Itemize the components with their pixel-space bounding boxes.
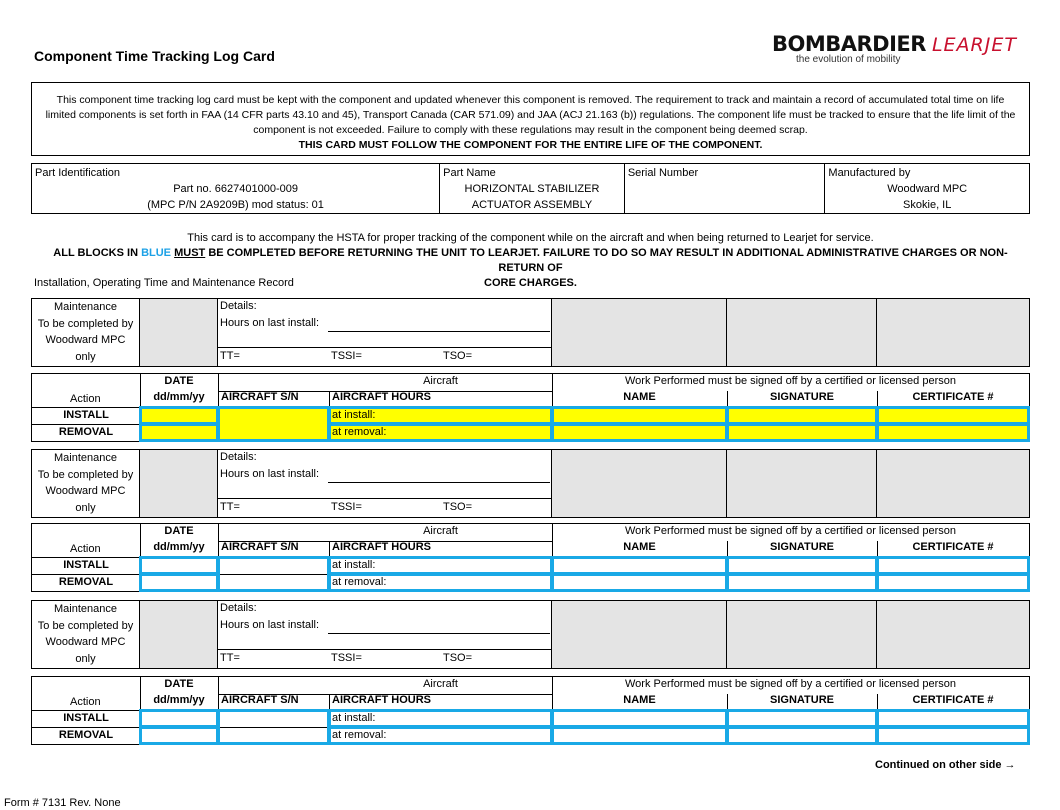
certificate-header: CERTIFICATE # xyxy=(912,694,994,706)
at-removal-label: at removal: xyxy=(332,729,387,741)
at-removal-label: at removal: xyxy=(332,576,387,588)
bombardier-learjet-logo xyxy=(772,32,1022,65)
instruction-text: ALL BLOCKS IN xyxy=(53,247,142,259)
aircraft-hours-header: AIRCRAFT HOURS xyxy=(332,391,431,403)
maintenance-label-line: To be completed by xyxy=(37,468,134,481)
brand-secondary: LEARJET xyxy=(931,34,1017,56)
maintenance-blank-cell xyxy=(727,601,877,668)
part-name-line: ACTUATOR ASSEMBLY xyxy=(471,199,593,211)
maintenance-label xyxy=(32,450,140,517)
certificate-header: CERTIFICATE # xyxy=(912,391,994,403)
maintenance-blank-cell xyxy=(552,450,727,517)
manufacturer-cell xyxy=(825,164,1029,213)
at-removal-label: at removal: xyxy=(332,426,387,438)
work-performed-header: Work Performed must be signed off by a certified or licensed person xyxy=(625,525,956,537)
aircraft-hours-header: AIRCRAFT HOURS xyxy=(332,541,431,553)
manufacturer-name: Woodward MPC xyxy=(887,183,968,195)
intro-warning: THIS CARD MUST FOLLOW THE COMPONENT FOR THE ENTIRE LIFE OF THE COMPONENT. xyxy=(298,139,763,151)
maintenance-label xyxy=(32,299,140,366)
divider xyxy=(329,391,330,407)
continued-note: Continued on other side → xyxy=(875,759,1016,771)
date-header: DATE xyxy=(164,525,194,537)
document-title: Component Time Tracking Log Card xyxy=(34,48,275,64)
removal-name-field[interactable] xyxy=(551,573,728,592)
manufacturer-label: Manufactured by xyxy=(828,167,911,179)
mpc-part-number: (MPC P/N 2A9209B) mod status: 01 xyxy=(147,199,324,211)
install-row-label: INSTALL xyxy=(63,559,109,571)
removal-date-field[interactable] xyxy=(139,423,219,442)
maintenance-blank-cell xyxy=(877,601,1029,668)
install-row-label: INSTALL xyxy=(63,409,109,421)
maintenance-block xyxy=(31,600,1030,669)
removal-certificate-field[interactable] xyxy=(876,573,1030,592)
maintenance-label-line: To be completed by xyxy=(37,317,134,330)
aircraft-sn-field[interactable] xyxy=(217,709,330,745)
maintenance-label-line: only xyxy=(75,652,96,665)
maintenance-label-line: Maintenance xyxy=(54,603,117,615)
install-row-label: INSTALL xyxy=(63,712,109,724)
maintenance-label-line: Maintenance xyxy=(54,452,117,464)
date-header: DATE xyxy=(164,678,194,690)
tssi-label: TSSI= xyxy=(331,501,362,513)
maintenance-block xyxy=(31,449,1030,518)
hours-entry-line xyxy=(328,633,550,634)
action-block xyxy=(31,523,1030,592)
maintenance-label xyxy=(32,601,140,668)
tt-label: TT= xyxy=(220,501,240,513)
details-label: Details: xyxy=(220,300,257,312)
action-header: Action xyxy=(70,696,101,708)
divider xyxy=(218,498,551,499)
hours-entry-line xyxy=(328,482,550,483)
divider xyxy=(218,649,551,650)
intro-line: component is not exceeded. Failure to comply with these regulations may result in the component being deemed scrap. xyxy=(253,124,808,136)
removal-row-label: REMOVAL xyxy=(58,576,114,588)
intro-line: limited components is set forth in FAA (14 CFR parts 43.10 and 45), Transport Canada (CAR 571.09) and JAA (ACJ 21.163 (b)) regulations. The component life must be tracked to ensure that the life limit of the xyxy=(45,109,1016,121)
tt-label: TT= xyxy=(220,652,240,664)
part-identification-label: Part Identification xyxy=(35,167,120,179)
maintenance-details-cell[interactable] xyxy=(218,450,552,517)
instruction-text: CORE CHARGES. xyxy=(484,277,577,289)
hours-last-install-label: Hours on last install: xyxy=(220,619,320,631)
brand-primary: BOMBARDIER xyxy=(772,32,926,56)
removal-certificate-field[interactable] xyxy=(876,423,1030,442)
date-format-header: dd/mm/yy xyxy=(153,541,205,553)
part-number: Part no. 6627401000-009 xyxy=(173,183,298,195)
aircraft-sn-field[interactable] xyxy=(217,406,330,442)
at-install-label: at install: xyxy=(332,712,376,724)
divider xyxy=(218,347,551,348)
work-performed-header: Work Performed must be signed off by a certified or licensed person xyxy=(625,375,956,387)
removal-signature-field[interactable] xyxy=(726,726,878,745)
tso-label: TSO= xyxy=(443,350,473,362)
divider xyxy=(329,541,330,557)
aircraft-sn-header: AIRCRAFT S/N xyxy=(221,391,299,403)
part-name-cell xyxy=(440,164,625,213)
tso-label: TSO= xyxy=(443,652,473,664)
name-header: NAME xyxy=(623,694,656,706)
part-name-line: HORIZONTAL STABILIZER xyxy=(464,183,600,195)
removal-date-field[interactable] xyxy=(139,573,219,592)
removal-row-label: REMOVAL xyxy=(58,426,114,438)
part-identification-cell xyxy=(32,164,440,213)
manufacturer-location: Skokie, IL xyxy=(903,199,952,211)
aircraft-header: Aircraft xyxy=(423,525,458,537)
name-header: NAME xyxy=(623,541,656,553)
aircraft-header: Aircraft xyxy=(423,375,458,387)
maintenance-label-line: Woodward MPC xyxy=(45,636,126,648)
removal-certificate-field[interactable] xyxy=(876,726,1030,745)
date-header: DATE xyxy=(164,375,194,387)
signature-header: SIGNATURE xyxy=(770,694,834,706)
part-name-label: Part Name xyxy=(443,167,496,179)
tso-label: TSO= xyxy=(443,501,473,513)
serial-number-cell[interactable] xyxy=(625,164,826,213)
date-format-header: dd/mm/yy xyxy=(153,391,205,403)
details-label: Details: xyxy=(220,602,257,614)
removal-row-label: REMOVAL xyxy=(58,729,114,741)
instruction-must-word: MUST xyxy=(174,247,206,259)
certificate-header: CERTIFICATE # xyxy=(912,541,994,553)
maintenance-blank-cell xyxy=(877,450,1029,517)
maintenance-label-line: only xyxy=(75,350,96,363)
maintenance-label-line: Woodward MPC xyxy=(45,485,126,497)
date-format-header: dd/mm/yy xyxy=(153,694,205,706)
at-install-label: at install: xyxy=(332,409,376,421)
maintenance-blank-cell xyxy=(877,299,1029,366)
aircraft-sn-header: AIRCRAFT S/N xyxy=(221,541,299,553)
maintenance-block xyxy=(31,298,1030,367)
divider xyxy=(329,694,330,710)
action-block xyxy=(31,373,1030,442)
removal-signature-field[interactable] xyxy=(726,423,878,442)
removal-date-field[interactable] xyxy=(139,726,219,745)
instruction-line: This card is to accompany the HSTA for proper tracking of the component while on the aircraft and when being returned to Learjet for service. xyxy=(187,232,874,244)
maintenance-blank-cell xyxy=(552,601,727,668)
maintenance-blank-cell xyxy=(140,450,218,517)
tssi-label: TSSI= xyxy=(331,652,362,664)
serial-number-label: Serial Number xyxy=(627,167,699,179)
maintenance-label-line: only xyxy=(75,501,96,514)
maintenance-blank-cell xyxy=(727,450,877,517)
tt-label: TT= xyxy=(220,350,240,362)
maintenance-blank-cell xyxy=(727,299,877,366)
aircraft-sn-header: AIRCRAFT S/N xyxy=(221,694,299,706)
action-header: Action xyxy=(70,393,101,405)
aircraft-sn-field[interactable] xyxy=(217,556,330,592)
action-block xyxy=(31,676,1030,745)
intro-notice xyxy=(31,82,1030,156)
part-identification-table xyxy=(31,163,1030,214)
action-header: Action xyxy=(70,543,101,555)
maintenance-details-cell[interactable] xyxy=(218,601,552,668)
brand-tagline: the evolution of mobility xyxy=(796,54,901,65)
removal-signature-field[interactable] xyxy=(726,573,878,592)
section-title: Installation, Operating Time and Maintenance Record xyxy=(34,277,294,289)
maintenance-blank-cell xyxy=(140,601,218,668)
removal-name-field[interactable] xyxy=(551,423,728,442)
maintenance-label-line: To be completed by xyxy=(37,619,134,632)
form-number: Form # 7131 Rev. None xyxy=(4,797,121,809)
maintenance-blank-cell xyxy=(552,299,727,366)
maintenance-label-line: Woodward MPC xyxy=(45,334,126,346)
removal-name-field[interactable] xyxy=(551,726,728,745)
hours-last-install-label: Hours on last install: xyxy=(220,468,320,480)
instruction-text: BE COMPLETED BEFORE RETURNING THE UNIT TO LEARJET. FAILURE TO DO SO MAY RESULT IN ADDITIONAL ADMINISTRATIVE CHARGES OR NON-RETURN OF xyxy=(205,247,1008,274)
instruction-blue-word: BLUE xyxy=(141,247,172,259)
signature-header: SIGNATURE xyxy=(770,391,834,403)
tssi-label: TSSI= xyxy=(331,350,362,362)
hours-last-install-label: Hours on last install: xyxy=(220,317,320,329)
hours-entry-line xyxy=(328,331,550,332)
maintenance-blank-cell xyxy=(140,299,218,366)
aircraft-hours-header: AIRCRAFT HOURS xyxy=(332,694,431,706)
details-label: Details: xyxy=(220,451,257,463)
at-install-label: at install: xyxy=(332,559,376,571)
maintenance-details-cell[interactable] xyxy=(218,299,552,366)
work-performed-header: Work Performed must be signed off by a certified or licensed person xyxy=(625,678,956,690)
intro-line: This component time tracking log card must be kept with the component and updated whenever this component is removed. The requirement to track and maintain a record of accumulated total time on life xyxy=(56,94,1005,106)
maintenance-label-line: Maintenance xyxy=(54,301,117,313)
signature-header: SIGNATURE xyxy=(770,541,834,553)
name-header: NAME xyxy=(623,391,656,403)
aircraft-header: Aircraft xyxy=(423,678,458,690)
